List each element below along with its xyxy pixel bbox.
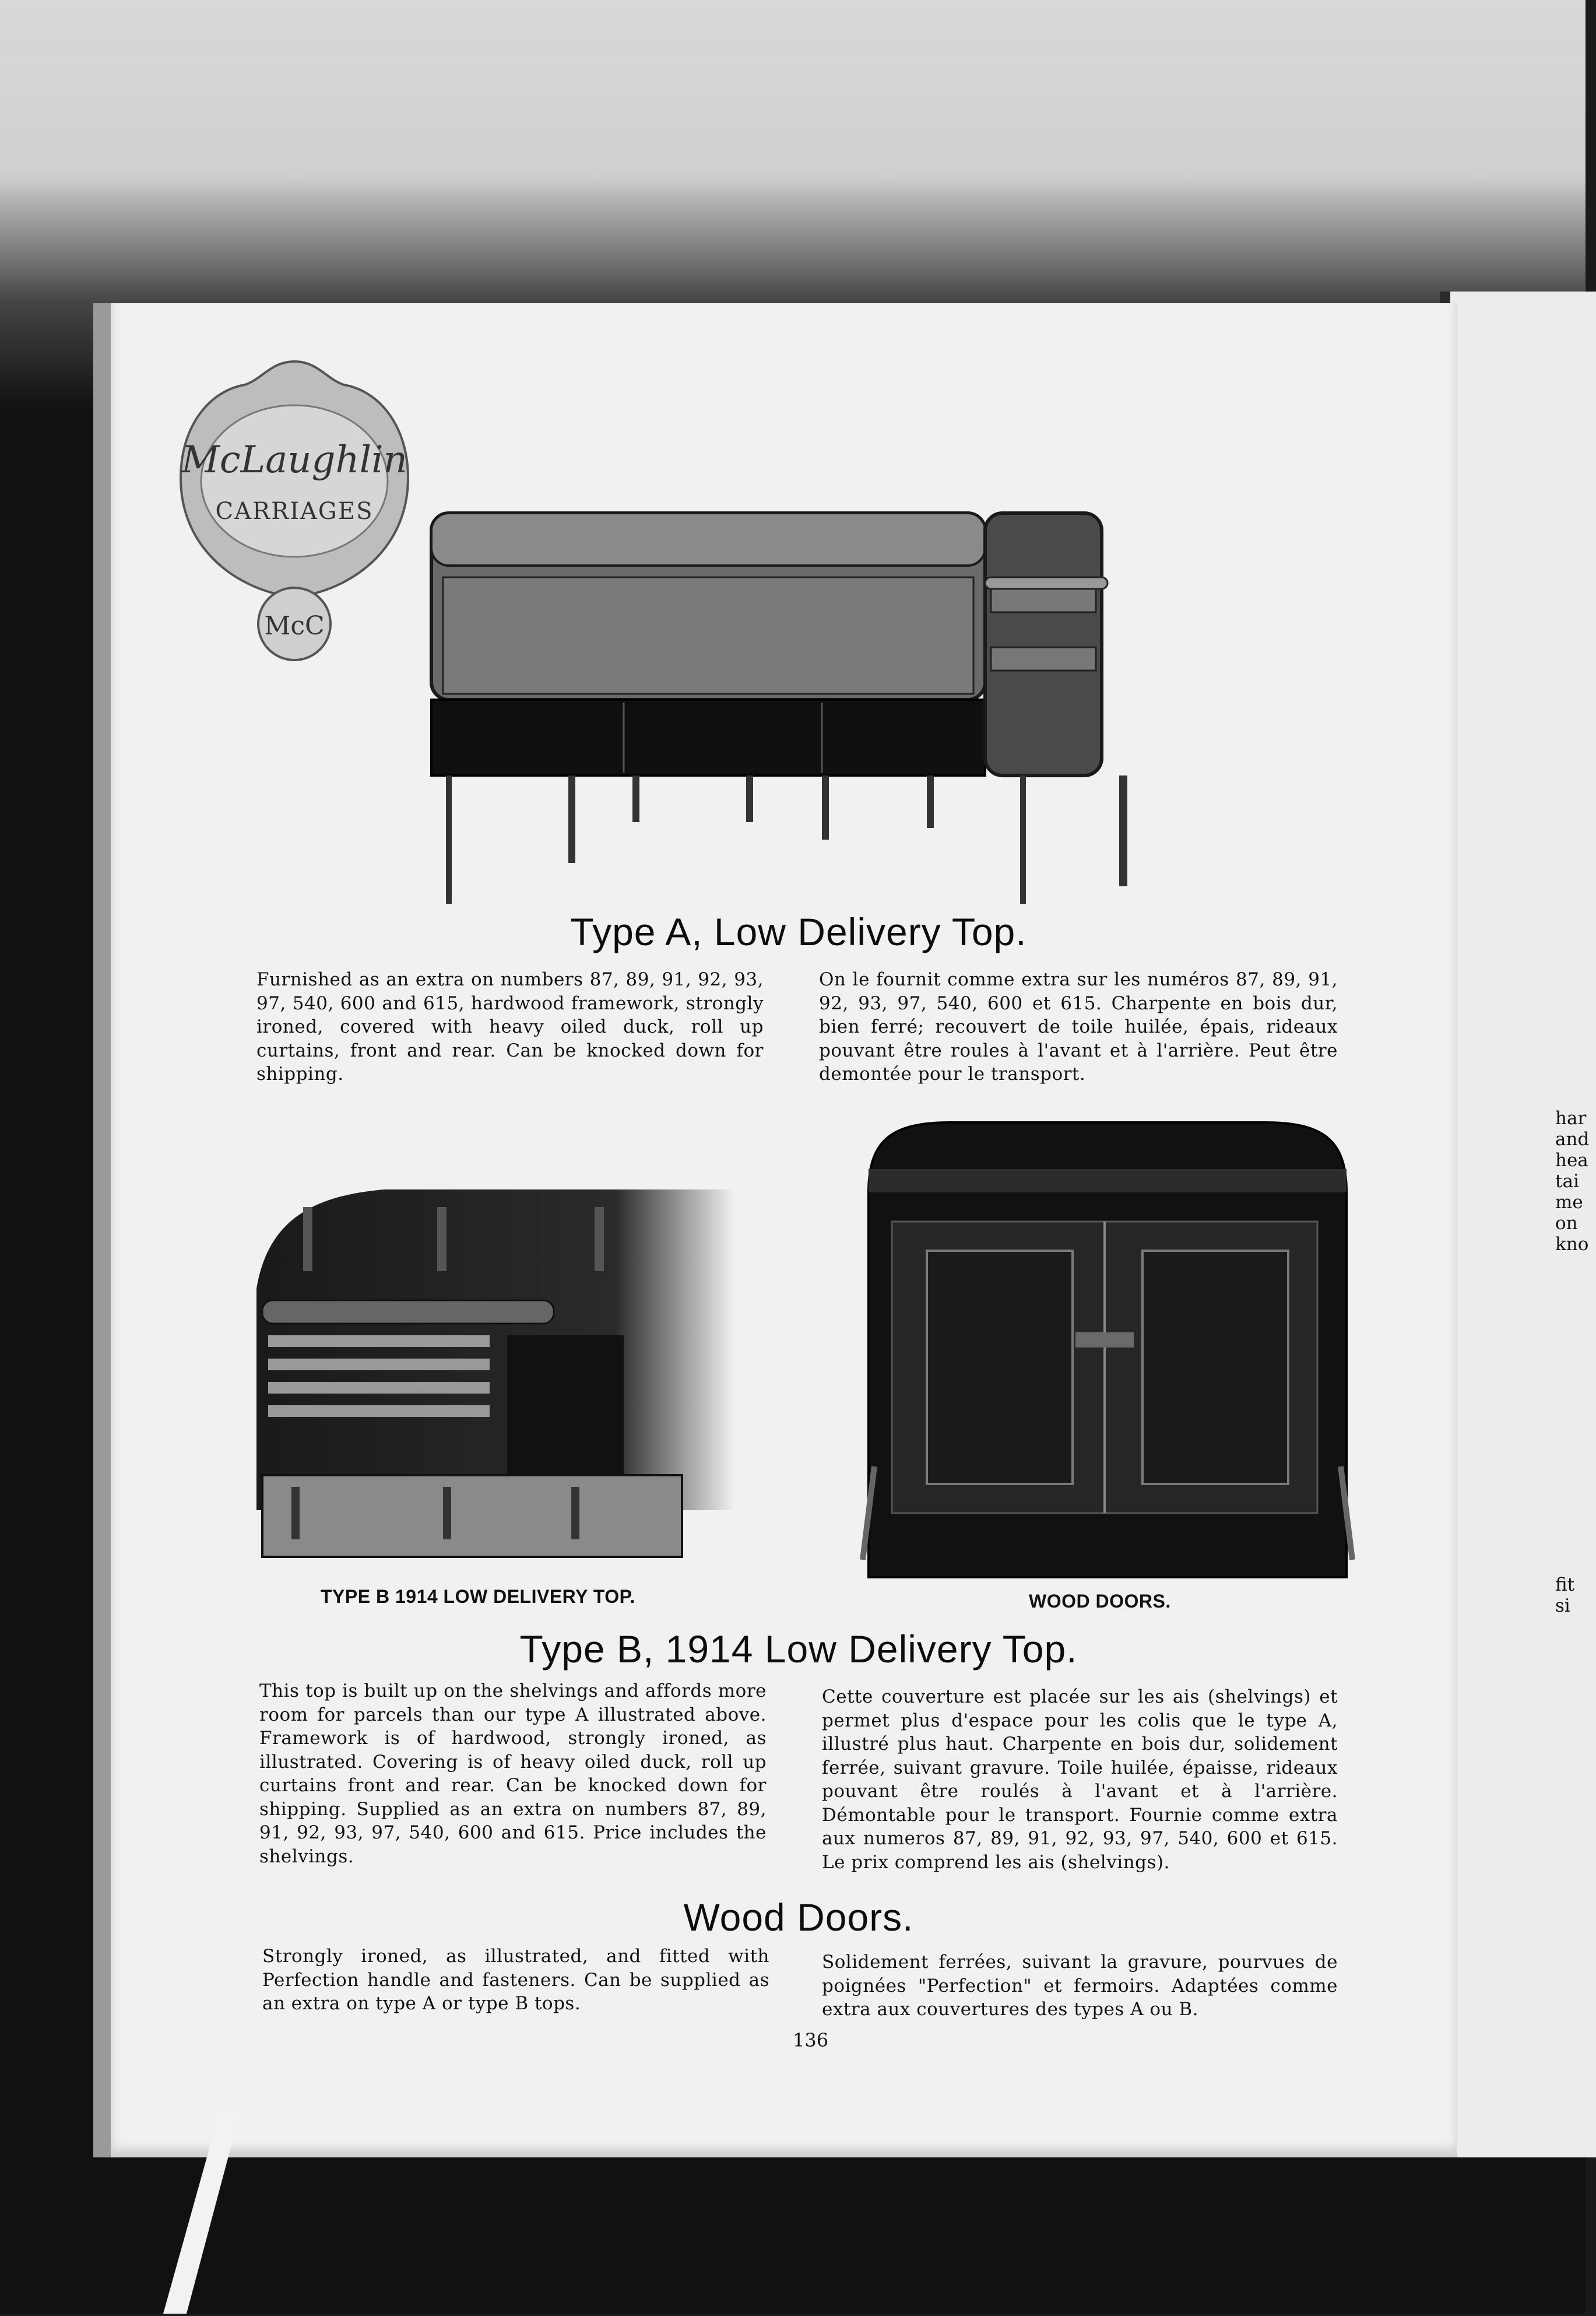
wood-doors-english-text: Strongly ironed, as illustrated, and fitted with Perfection handle and fasteners. Can be supplied as an extra on type A or type B tops. [262, 1946, 769, 2014]
type-b-caption: TYPE B 1914 LOW DELIVERY TOP. [321, 1586, 635, 1607]
facing-fragment: fit [1555, 1574, 1575, 1595]
type-a-title: Type A, Low Delivery Top. [570, 910, 1027, 953]
facing-fragment: on [1555, 1213, 1578, 1234]
facing-fragment: me [1555, 1192, 1583, 1213]
facing-fragment: si [1555, 1595, 1570, 1616]
type-a-illustration [426, 501, 1148, 910]
facing-fragment: tai [1555, 1171, 1579, 1192]
type-a-french-text: On le fournit comme extra sur les numéros 87, 89, 91, 92, 93, 97, 540, 600 et 615. Charpente en bois dur, bien ferré; recouvert de toile huilée, épais, rideaux pouvant être roules à l'avant et à l'arrière. Peut être demontée pour le transport. [819, 969, 1338, 1085]
page-number: 136 [793, 2029, 829, 2051]
wood-doors-caption: WOOD DOORS. [1029, 1591, 1171, 1612]
wood-doors-illustration [857, 1117, 1364, 1583]
wood-doors-french-text: Solidement ferrées, suivant la gravure, pourvues de poignées "Perfection" et fermoirs. Adaptées comme extra aux couvertures des types A ou B. [822, 1952, 1338, 2020]
type-b-english-text: This top is built up on the shelvings and affords more room for parcels than our type A illustrated above. Framework is of hardwood, strongly ironed, as illustrated. Covering is of heavy oiled duck, roll up curtains front and rear. Can be knocked down for shipping. Supplied as an extra on numbers 87, 89, 91, 92, 93, 97, 540, 600 and 615. Price includes the shelvings. [259, 1680, 767, 1867]
type-b-illustration [233, 1184, 740, 1568]
logo-monogram: McC [264, 611, 325, 641]
facing-fragment: kno [1555, 1234, 1589, 1255]
facing-fragment: har [1555, 1108, 1587, 1129]
pen-shape [163, 2105, 245, 2314]
type-a-english-text: Furnished as an extra on numbers 87, 89, 91, 92, 93, 97, 540, 600 and 615, hardwood framework, strongly ironed, covered with heavy oiled duck, roll up curtains, front and rear. Can be knocked down for shipping. [256, 969, 764, 1085]
facing-fragment: hea [1555, 1150, 1588, 1171]
facing-fragment: and [1555, 1129, 1590, 1150]
logo-wordmark: McLaughlin [181, 438, 407, 482]
mclaughlin-logo [169, 356, 420, 671]
type-b-french-text: Cette couverture est placée sur les ais (shelvings) et permet plus d'espace pour les colis que le type A, illustré plus haut. Charpente en bois dur, solidement ferrée, suivant gravure. Toile huilée, épaisse, rideaux pouvant être roulés à l'avant et à l'arrière. Démontable pour le transport. Fournie comme extra aux numeros 87, 89, 91, 92, 93, 97, 540, 600 et 615. Le prix comprend les ais (shelvings). [822, 1686, 1338, 1873]
type-b-title: Type B, 1914 Low Delivery Top. [519, 1627, 1078, 1671]
logo-subline: CARRIAGES [215, 498, 374, 525]
wood-doors-title: Wood Doors. [683, 1896, 914, 1939]
